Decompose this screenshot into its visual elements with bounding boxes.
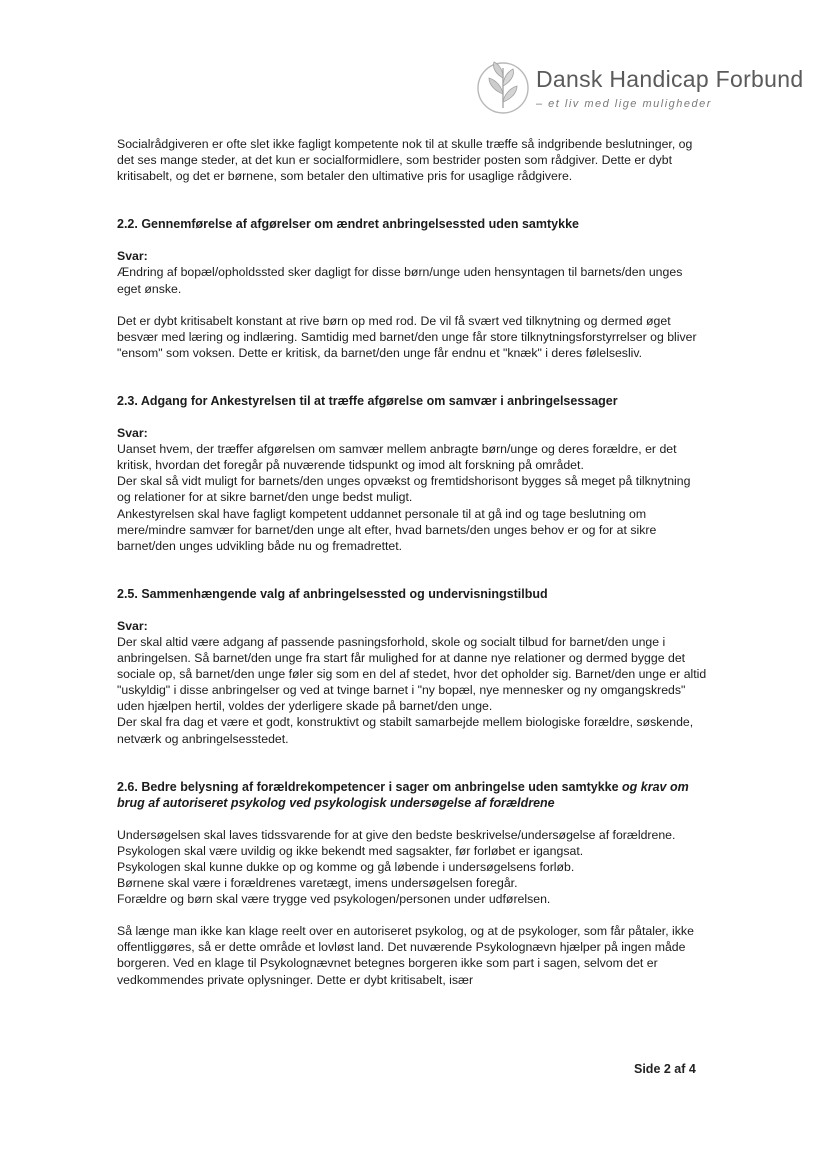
section-heading-2-2: 2.2. Gennemførelse af afgørelser om ændret anbringelsessted uden samtykke xyxy=(117,217,579,232)
organization-logo xyxy=(476,56,804,120)
document-body xyxy=(117,136,707,988)
section-paragraph: Der skal så vidt muligt for barnets/den unges opvækst og fremtidshorisont bygges så meget på tilknytning og relationer for at sikre barnet/den unge bedst muligt. xyxy=(117,474,691,505)
intro-paragraph: Socialrådgiveren er ofte slet ikke fagligt kompetente nok til at skulle træffe så indgribende beslutninger, og det ses mange steder, at det kun er socialformidlere, som bestrider posten som rådgiver. Dette er dybt kritisabelt, og det er børnene, som betaler den ultimative pris for usaglige rådgivere. xyxy=(117,137,693,184)
section-paragraph: Undersøgelsen skal laves tidssvarende for at give den bedste beskrivelse/undersøgelse af forældrene. xyxy=(117,827,676,842)
section-paragraph: Så længe man ikke kan klage reelt over en autoriseret psykolog, og at de psykologer, som får påtaler, ikke offentliggøres, så er dette område et lovløst land. Det nuværende Psykolognævn hjælper på ingen måde borgeren. Ved en klage til Psykolognævnet betegnes borgeren ikke som part i sagen, selvom det er vedkommendes private oplysninger. Dette er dybt kritisabelt, især xyxy=(117,924,694,987)
answer-label: Svar: xyxy=(117,426,148,441)
answer-label: Svar: xyxy=(117,249,148,264)
section-heading-2-3: 2.3. Adgang for Ankestyrelsen til at træffe afgørelse om samvær i anbringelsessager xyxy=(117,393,618,408)
section-heading-emphasis: og krav om brug af autoriseret psykolog ved psykologisk undersøgelse af forældrene xyxy=(117,779,689,810)
organization-name: Dansk Handicap Forbund xyxy=(536,66,804,92)
section-heading-text: 2.6. Bedre belysning af forældrekompetencer i sager om anbringelse uden samtykke xyxy=(117,779,619,794)
organization-tagline: – et liv med lige muligheder xyxy=(536,98,712,110)
page-number: Side 2 af 4 xyxy=(634,1062,696,1076)
section-paragraph: Forældre og børn skal være trygge ved psykologen/personen under udførelsen. xyxy=(117,892,551,907)
section-paragraph: Der skal fra dag et være et godt, konstruktivt og stabilt samarbejde mellem biologiske forældre, søskende, netværk og anbringelsesstedet. xyxy=(117,715,694,746)
section-paragraph: Ankestyrelsen skal have fagligt kompetent uddannet personale til at gå ind og tage beslutning om mere/mindre samvær for barnet/den unge alt efter, hvad barnets/den unges behov er og for at sikre barnet/den unges udvikling både nu og fremadrettet. xyxy=(117,506,657,553)
section-paragraph: Det er dybt kritisabelt konstant at rive børn op med rod. De vil få svært ved tilknytning og dermed øget besvær med læring og indlæring. Samtidig med barnet/den unge får store tilknytningsforstyrrelser og bliver "ensom" som voksen. Dette er kritisk, da barnet/den unge får endnu et "knæk" i deres følelsesliv. xyxy=(117,313,697,360)
section-paragraph: Der skal altid være adgang af passende pasningsforhold, skole og socialt tilbud for barnet/den unge i anbringelsen. Så barnet/den unge fra start får mulighed for at danne nye relationer og dermed bygge det sociale op, så barnet/den unge føler sig som en del af stedet, hvor det opholder sig. Barnet/den unge er altid "uskyldig" i disse anbringelser og ved at tvinge barnet i "ny bopæl, nye mennesker og ny omgangskreds" uden hjælpen hertil, voldes der yderligere skade på barnet/den unge. xyxy=(117,634,707,714)
section-paragraph: Børnene skal være i forældrenes varetægt, imens undersøgelsen foregår. xyxy=(117,876,518,891)
section-paragraph: Ændring af bopæl/opholdssted sker dagligt for disse børn/unge uden hensyntagen til barnets/den unges eget ønske. xyxy=(117,265,683,296)
section-paragraph: Psykologen skal kunne dukke op og komme og gå løbende i undersøgelsens forløb. xyxy=(117,860,575,874)
section-paragraph: Uanset hvem, der træffer afgørelsen om samvær mellem anbragte børn/unge og deres forældre, er det kritisk, hvordan det foregår på nuværende tidspunkt og imod alt forskning på området. xyxy=(117,442,677,473)
leaf-logo-icon xyxy=(476,56,530,120)
section-heading-2-5: 2.5. Sammenhængende valg af anbringelsessted og undervisningstilbud xyxy=(117,586,548,601)
section-heading-2-6 xyxy=(117,779,707,811)
answer-label: Svar: xyxy=(117,618,148,633)
section-paragraph: Psykologen skal være uvildig og ikke bekendt med sagsakter, før forløbet er igangsat. xyxy=(117,843,584,858)
